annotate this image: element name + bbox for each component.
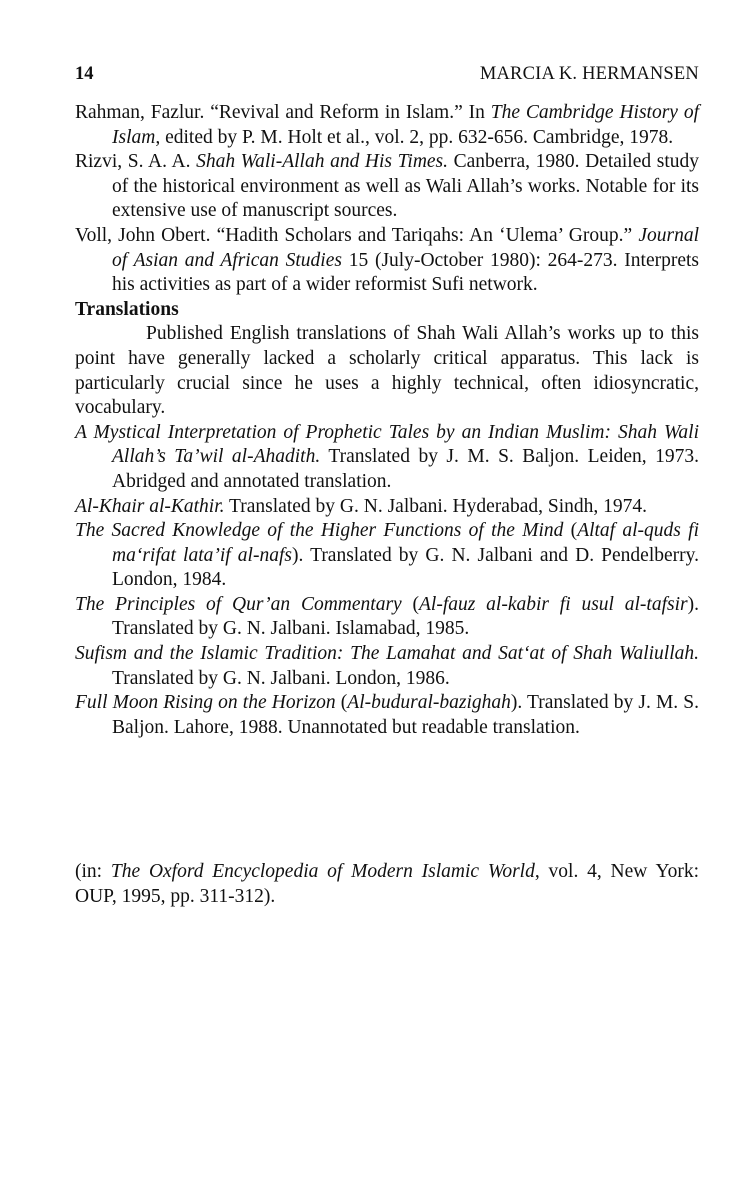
page-number: 14	[75, 64, 94, 84]
entry-text: ). Translated by G. N. Jalbani and D. Pendelberry. London, 1984.	[112, 544, 700, 591]
entry-title: Journal of Asian and African Studies	[112, 224, 699, 271]
entry-text: Canberra, 1980. Detailed study of the historical environment as well as Wali Allah’s works. Notable for its extensive use of manuscript sources.	[112, 151, 699, 222]
entry-original-title: Al-fauz al-kabir fi usul al-tafsir	[419, 593, 688, 615]
entry-original-title: Altaf al-quds fi ma‘rifat lata’if al-nafs	[112, 520, 700, 566]
entry-title: Al-Khair al-Kathir.	[75, 495, 225, 517]
entry-text: Translated by J. M. S. Baljon. Leiden, 1973. Abridged and annotated translation.	[112, 446, 699, 492]
entry-title: Full Moon Rising on the Horizon	[75, 692, 336, 714]
entry-text: edited by P. M. Holt et al., vol. 2, pp. 632-656. Cambridge, 1978.	[160, 126, 674, 148]
entry-text: ). Translated by J. M. S. Baljon. Lahore, 1988. Unannotated but readable translation.	[112, 692, 700, 738]
translation-entry	[75, 495, 699, 520]
translation-entry	[75, 421, 699, 495]
source-citation	[75, 860, 699, 909]
bibliography-entry	[75, 101, 699, 150]
entry-text: Rizvi, S. A. A.	[75, 151, 197, 173]
entry-text: Voll, John Obert. “Hadith Scholars and Tariqahs: An ‘Ulema’ Group.”	[75, 224, 639, 246]
entry-title: Sufism and the Islamic Tradition: The Lamahat and Sat‘at of Shah Waliullah.	[75, 643, 699, 665]
entry-title: The Cambridge History of Islam,	[112, 102, 699, 148]
translation-entry	[75, 691, 699, 740]
translation-entry	[75, 593, 699, 642]
citation-text: (in:	[75, 861, 111, 882]
entry-text: (	[335, 692, 348, 714]
section-intro: Published English translations of Shah Wali Allah’s works up to this point have generally lacked a scholarly critical apparatus. This lack is particularly crucial since he uses a highly technical, often idiosyncratic, vocabulary.	[75, 323, 699, 419]
bibliography-entry	[75, 224, 699, 298]
entry-title: The Sacred Knowledge of the Higher Functions of the Mind	[75, 520, 564, 542]
translation-entry	[75, 642, 699, 691]
entry-title: A Mystical Interpretation of Prophetic Tales by an Indian Muslim: Shah Wali Allah’s Ta’wil al-Ahadith.	[75, 421, 699, 468]
citation-text: , vol. 4, New York: OUP, 1995, pp. 311-312).	[75, 861, 699, 907]
entry-text: (	[401, 593, 420, 615]
translation-entry	[75, 519, 699, 593]
entry-text: 15 (July-October 1980): 264-273. Interprets his activities as part of a wider reformist Sufi network.	[112, 249, 699, 296]
citation-title: The Oxford Encyclopedia of Modern Islamic World	[110, 861, 535, 882]
entry-text: Translated by G. N. Jalbani. Hyderabad, Sindh, 1974.	[224, 495, 647, 517]
entry-text: Rahman, Fazlur. “Revival and Reform in Islam.” In	[75, 102, 491, 123]
entry-text: ). Translated by G. N. Jalbani. Islamabad, 1985.	[112, 593, 699, 640]
section-heading: Translations	[75, 298, 179, 320]
entry-text: (	[563, 520, 578, 542]
entry-title: The Principles of Qur’an Commentary	[75, 593, 402, 615]
bibliography-entry	[75, 150, 699, 224]
running-header	[75, 62, 699, 87]
main-text	[75, 101, 699, 740]
running-head-author: MARCIA K. HERMANSEN	[479, 64, 699, 84]
entry-original-title: Al-budural-bazighah	[347, 692, 511, 714]
entry-text: Translated by G. N. Jalbani. London, 1986.	[112, 667, 450, 689]
entry-title: Shah Wali-Allah and His Times.	[196, 151, 449, 173]
